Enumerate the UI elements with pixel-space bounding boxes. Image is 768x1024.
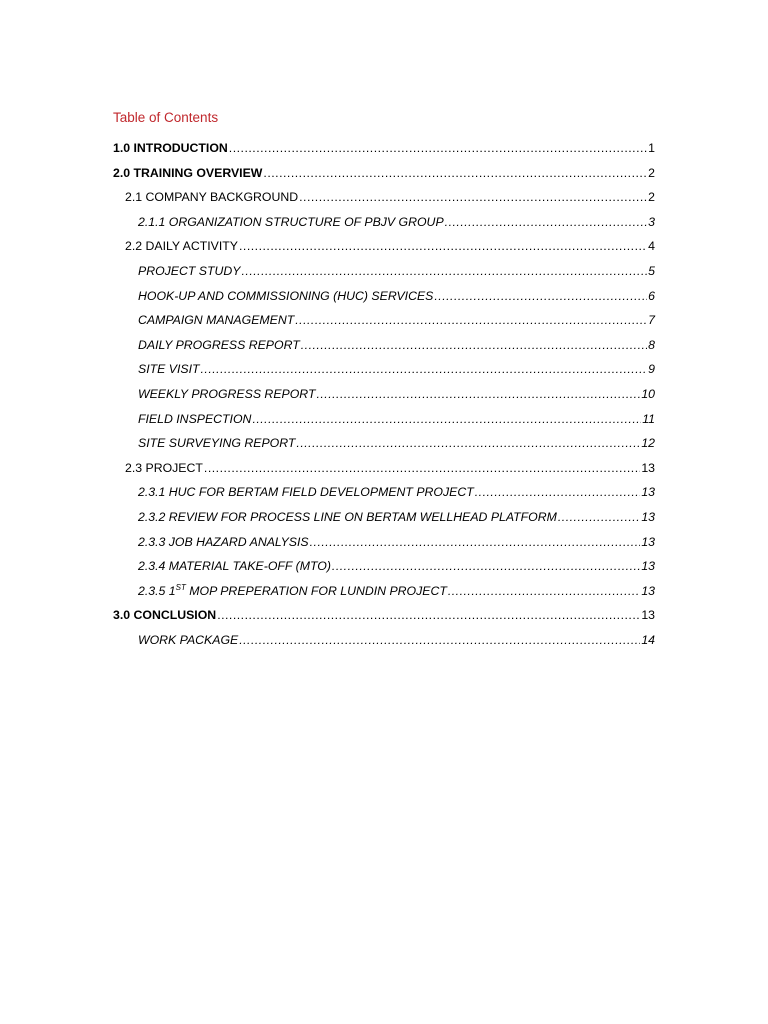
- dot-leader: [445, 215, 648, 229]
- dot-leader: [229, 141, 647, 155]
- dot-leader: [301, 338, 647, 352]
- toc-entry-title: [138, 362, 200, 376]
- toc-entry[interactable]: [113, 485, 655, 510]
- toc-entry-title-text: SITE SURVEYING REPORT: [138, 436, 296, 451]
- toc-entry-title-text: PROJECT STUDY: [138, 263, 241, 278]
- toc-entry[interactable]: [113, 190, 655, 215]
- toc-entry-title: [138, 485, 474, 499]
- toc-entry-page-number: 13: [641, 485, 655, 500]
- toc-entry-title-text: 2.2 DAILY ACTIVITY: [125, 239, 238, 254]
- toc-entry[interactable]: [113, 412, 655, 437]
- toc-entry-title-text: FIELD INSPECTION: [138, 411, 252, 426]
- toc-entry-title-text: HOOK-UP AND COMMISSIONING (HUC) SERVICES: [138, 288, 434, 303]
- toc-entry[interactable]: [113, 239, 655, 264]
- toc-entry-page-number: 11: [642, 411, 655, 426]
- toc-entry[interactable]: [113, 264, 655, 289]
- toc-entry-title-text: 1.0 INTRODUCTION: [113, 141, 228, 155]
- dot-leader: [263, 166, 647, 180]
- toc-entry-title-text: 2.3.5 1: [138, 583, 176, 598]
- toc-entry-page-number: 2: [648, 165, 655, 180]
- toc-entry-title: [138, 535, 309, 549]
- toc-entry-title-superscript: ST: [175, 582, 186, 592]
- toc-entry-title: [113, 141, 228, 155]
- toc-entry-title: [138, 436, 295, 450]
- toc-entry-title: [138, 289, 433, 303]
- toc-entry[interactable]: [113, 510, 655, 535]
- toc-entry-page-number: 4: [648, 239, 655, 254]
- toc-entry-page-number: 13: [641, 460, 655, 475]
- toc-entry-title: [113, 608, 216, 622]
- toc-entry-title-text: 3.0 CONCLUSION: [113, 608, 217, 623]
- toc-entry-page-number: 6: [648, 288, 655, 303]
- toc-entry-title-text: 2.1 COMPANY BACKGROUND: [125, 190, 299, 205]
- toc-entry-title: [125, 239, 238, 253]
- toc-entry-title-text: 2.3 PROJECT: [125, 460, 203, 475]
- toc-entry-title-text: 2.3.4 MATERIAL TAKE-OFF (MTO): [138, 559, 331, 574]
- toc-entry-page-number: 8: [648, 337, 655, 352]
- toc-entry[interactable]: [113, 461, 655, 486]
- toc-entry-page-number: 14: [641, 632, 655, 647]
- toc-entry[interactable]: [113, 608, 655, 633]
- toc-entry-page-number: 10: [641, 386, 655, 401]
- toc-entry[interactable]: [113, 559, 655, 584]
- dot-leader: [295, 313, 647, 327]
- toc-entry[interactable]: [113, 338, 655, 363]
- toc-entry-page-number: 13: [641, 608, 655, 623]
- toc-entry-page-number: 12: [641, 436, 655, 451]
- toc-entry-title: [138, 338, 300, 352]
- toc-entry-title-text: DAILY PROGRESS REPORT: [138, 337, 300, 352]
- toc-entry-title-rest: MOP PREPERATION FOR LUNDIN PROJECT: [185, 583, 447, 598]
- toc-entry[interactable]: [113, 166, 655, 191]
- toc-entry-title-text: 2.3.2 REVIEW FOR PROCESS LINE ON BERTAM WELLHEAD PLATFORM: [138, 509, 557, 524]
- toc-entry-title: [138, 313, 294, 327]
- toc-entry-title: [138, 264, 240, 278]
- toc-entry-page-number: 1: [648, 141, 655, 155]
- dot-leader: [299, 190, 647, 204]
- toc-entry-title-text: WEEKLY PROGRESS REPORT: [138, 386, 316, 401]
- toc-entry-page-number: 5: [648, 263, 655, 278]
- table-of-contents: [113, 141, 655, 657]
- toc-entry-title-text: WORK PACKAGE: [138, 632, 239, 647]
- toc-entry-title: [138, 412, 251, 426]
- toc-entry[interactable]: [113, 584, 655, 609]
- dot-leader: [252, 412, 641, 426]
- toc-entry-page-number: 13: [641, 534, 655, 549]
- toc-entry-page-number: 9: [648, 362, 655, 377]
- toc-entry-title: [138, 584, 447, 598]
- toc-entry-title: [125, 461, 203, 475]
- dot-leader: [316, 387, 640, 401]
- toc-entry[interactable]: [113, 633, 655, 658]
- toc-entry-title-text: 2.0 TRAINING OVERVIEW: [113, 165, 263, 180]
- toc-entry-page-number: 7: [648, 313, 655, 328]
- toc-entry-page-number: 2: [648, 190, 655, 205]
- dot-leader: [296, 436, 640, 450]
- toc-entry-title: [113, 166, 262, 180]
- dot-leader: [448, 584, 640, 598]
- dot-leader: [475, 485, 641, 499]
- toc-entry-title: [138, 510, 557, 524]
- toc-entry-title-text: SITE VISIT: [138, 362, 200, 377]
- toc-entry-title: [125, 190, 298, 204]
- dot-leader: [434, 289, 647, 303]
- dot-leader: [239, 633, 640, 647]
- toc-entry-title-text: 2.1.1 ORGANIZATION STRUCTURE OF PBJV GROUP: [138, 214, 444, 229]
- toc-entry-title-text: 2.3.3 JOB HAZARD ANALYSIS: [138, 534, 309, 549]
- toc-entry[interactable]: [113, 313, 655, 338]
- toc-entry-page-number: 13: [641, 509, 655, 524]
- toc-heading: Table of Contents: [113, 110, 219, 125]
- toc-entry[interactable]: [113, 289, 655, 314]
- toc-entry[interactable]: [113, 141, 655, 166]
- toc-entry[interactable]: [113, 215, 655, 240]
- toc-entry-page-number: 3: [648, 214, 655, 229]
- toc-entry-title: [138, 559, 331, 573]
- toc-entry-page-number: 13: [641, 583, 655, 598]
- toc-entry-title-text: CAMPAIGN MANAGEMENT: [138, 313, 295, 328]
- toc-entry[interactable]: [113, 387, 655, 412]
- dot-leader: [201, 362, 648, 376]
- dot-leader: [239, 239, 647, 253]
- dot-leader: [204, 461, 640, 475]
- dot-leader: [217, 608, 640, 622]
- toc-entry-title-text: 2.3.1 HUC FOR BERTAM FIELD DEVELOPMENT PROJECT: [138, 485, 474, 500]
- toc-entry[interactable]: [113, 535, 655, 560]
- toc-entry-page-number: 13: [641, 559, 655, 574]
- dot-leader: [241, 264, 647, 278]
- toc-entry-title: [138, 215, 444, 229]
- toc-entry[interactable]: [113, 362, 655, 387]
- toc-entry-title: [138, 633, 238, 647]
- toc-entry[interactable]: [113, 436, 655, 461]
- dot-leader: [310, 535, 641, 549]
- dot-leader: [332, 559, 640, 573]
- toc-entry-title: [138, 387, 315, 401]
- dot-leader: [558, 510, 640, 524]
